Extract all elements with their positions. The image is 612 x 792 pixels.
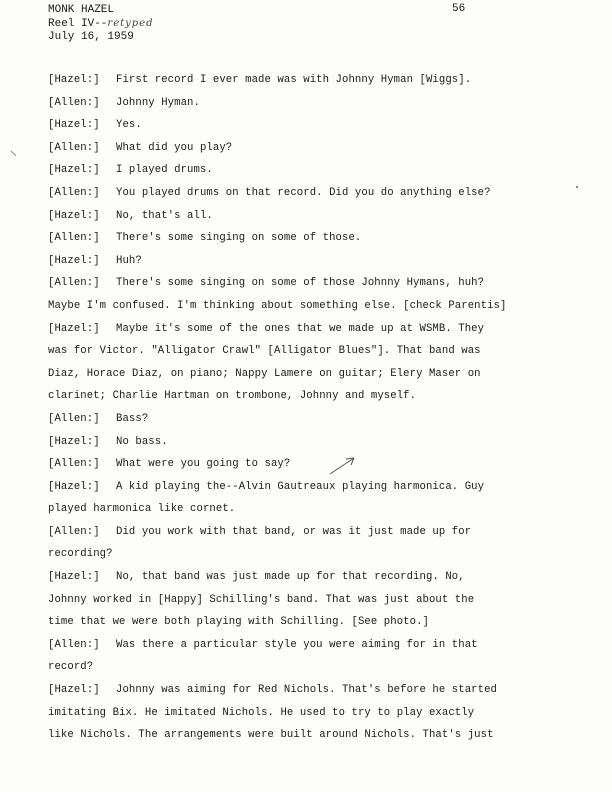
line-text: Maybe I'm confused. I'm thinking about something else. [check Parentis] bbox=[48, 299, 507, 312]
speaker-label: [Allen:] bbox=[48, 232, 100, 245]
stray-mark bbox=[10, 150, 18, 158]
speaker-label: [Allen:] bbox=[48, 277, 100, 290]
line-text: played harmonica like cornet. bbox=[48, 503, 236, 516]
transcript-line bbox=[48, 702, 548, 725]
handwritten-note: retyped bbox=[107, 18, 154, 29]
line-text: What were you going to say? bbox=[116, 458, 291, 471]
transcript-line bbox=[48, 724, 548, 747]
line-text: Was there a particular style you were aiming for in that bbox=[116, 638, 478, 651]
line-text: No, that band was just made up for that recording. No, bbox=[116, 571, 465, 584]
reel-line bbox=[48, 17, 154, 31]
transcript-line bbox=[48, 476, 548, 499]
line-text: clarinet; Charlie Hartman on trombone, Johnny and myself. bbox=[48, 390, 417, 403]
stray-mark bbox=[574, 184, 580, 190]
transcript-line bbox=[48, 182, 548, 205]
transcript-line bbox=[48, 408, 548, 431]
line-text: Maybe it's some of the ones that we made up at WSMB. They bbox=[116, 322, 485, 335]
transcript-line bbox=[48, 137, 548, 160]
line-text: Johnny Hyman. bbox=[116, 96, 200, 109]
transcript-line bbox=[48, 679, 548, 702]
speaker-label: [Hazel:] bbox=[48, 322, 100, 335]
transcript-line bbox=[48, 385, 548, 408]
line-text: There's some singing on some of those Johnny Hymans, huh? bbox=[116, 277, 485, 290]
speaker-label: [Allen:] bbox=[48, 141, 100, 154]
line-text: Did you work with that band, or was it just made up for bbox=[116, 525, 472, 538]
transcript-line bbox=[48, 227, 548, 250]
line-text: was for Victor. "Alligator Crawl" [Alligator Blues"]. That band was bbox=[48, 345, 481, 358]
transcript-line bbox=[48, 318, 548, 341]
line-text: I played drums. bbox=[116, 164, 213, 177]
speaker-label: [Hazel:] bbox=[48, 209, 100, 222]
transcript-line bbox=[48, 205, 548, 228]
line-text: You played drums on that record. Did you do anything else? bbox=[116, 186, 491, 199]
speaker-label: [Hazel:] bbox=[48, 571, 100, 584]
transcript-body bbox=[48, 69, 548, 747]
transcript-line bbox=[48, 92, 548, 115]
line-text: record? bbox=[48, 661, 94, 674]
transcript-line bbox=[48, 498, 548, 521]
transcript-line bbox=[48, 114, 548, 137]
line-text: No, that's all. bbox=[116, 209, 213, 222]
transcript-line bbox=[48, 69, 548, 92]
speaker-label: [Allen:] bbox=[48, 412, 100, 425]
transcript-line bbox=[48, 250, 548, 273]
line-text: recording? bbox=[48, 548, 113, 561]
reel-label: Reel IV-- bbox=[48, 18, 108, 30]
transcript-line bbox=[48, 159, 548, 182]
transcript-line bbox=[48, 431, 548, 454]
line-text: Johnny worked in [Happy] Schilling's band. That was just about the bbox=[48, 593, 475, 606]
line-text: First record I ever made was with Johnny Hyman [Wiggs]. bbox=[116, 74, 472, 86]
speaker-label: [Allen:] bbox=[48, 186, 100, 199]
transcript-line bbox=[48, 634, 548, 657]
speaker-label: [Allen:] bbox=[48, 525, 100, 538]
speaker-label: [Hazel:] bbox=[48, 684, 100, 697]
speaker-label: [Hazel:] bbox=[48, 119, 100, 132]
transcript-line bbox=[48, 656, 548, 679]
transcript-line bbox=[48, 272, 548, 295]
interviewee-name: MONK HAZEL bbox=[48, 4, 115, 16]
speaker-label: [Hazel:] bbox=[48, 435, 100, 448]
line-text: Johnny was aiming for Red Nichols. That's before he started bbox=[116, 684, 497, 697]
line-text: imitating Bix. He imitated Nichols. He used to try to play exactly bbox=[48, 706, 475, 719]
line-text: No bass. bbox=[116, 435, 168, 448]
transcript-line bbox=[48, 611, 548, 634]
transcript-line bbox=[48, 566, 548, 589]
speaker-label: [Hazel:] bbox=[48, 164, 100, 177]
line-text: time that we were both playing with Schilling. [See photo.] bbox=[48, 616, 429, 629]
speaker-label: [Hazel:] bbox=[48, 480, 100, 493]
page-number: 56 bbox=[452, 3, 466, 15]
line-text: There's some singing on some of those. bbox=[116, 232, 362, 245]
speaker-label: [Allen:] bbox=[48, 458, 100, 471]
page-header bbox=[48, 4, 154, 44]
transcript-line bbox=[48, 363, 548, 386]
transcript-line bbox=[48, 589, 548, 612]
interview-date: July 16, 1959 bbox=[48, 31, 134, 43]
transcript-line bbox=[48, 543, 548, 566]
line-text: Yes. bbox=[116, 119, 142, 132]
line-text: What did you play? bbox=[116, 141, 233, 154]
line-text: Huh? bbox=[116, 254, 142, 267]
speaker-label: [Hazel:] bbox=[48, 254, 100, 267]
transcript-line bbox=[48, 521, 548, 544]
transcript-line bbox=[48, 453, 548, 476]
speaker-label: [Allen:] bbox=[48, 96, 100, 109]
handwritten-arrow-mark bbox=[328, 454, 358, 478]
speaker-label: [Allen:] bbox=[48, 638, 100, 651]
transcript-line bbox=[48, 340, 548, 363]
line-text: like Nichols. The arrangements were built around Nichols. That's just bbox=[48, 729, 494, 742]
speaker-label: [Hazel:] bbox=[48, 74, 100, 86]
line-text: A kid playing the--Alvin Gautreaux playing harmonica. Guy bbox=[116, 480, 485, 493]
transcript-line bbox=[48, 295, 548, 318]
line-text: Diaz, Horace Diaz, on piano; Nappy Lamere on guitar; Elery Maser on bbox=[48, 367, 481, 380]
line-text: Bass? bbox=[116, 412, 149, 425]
